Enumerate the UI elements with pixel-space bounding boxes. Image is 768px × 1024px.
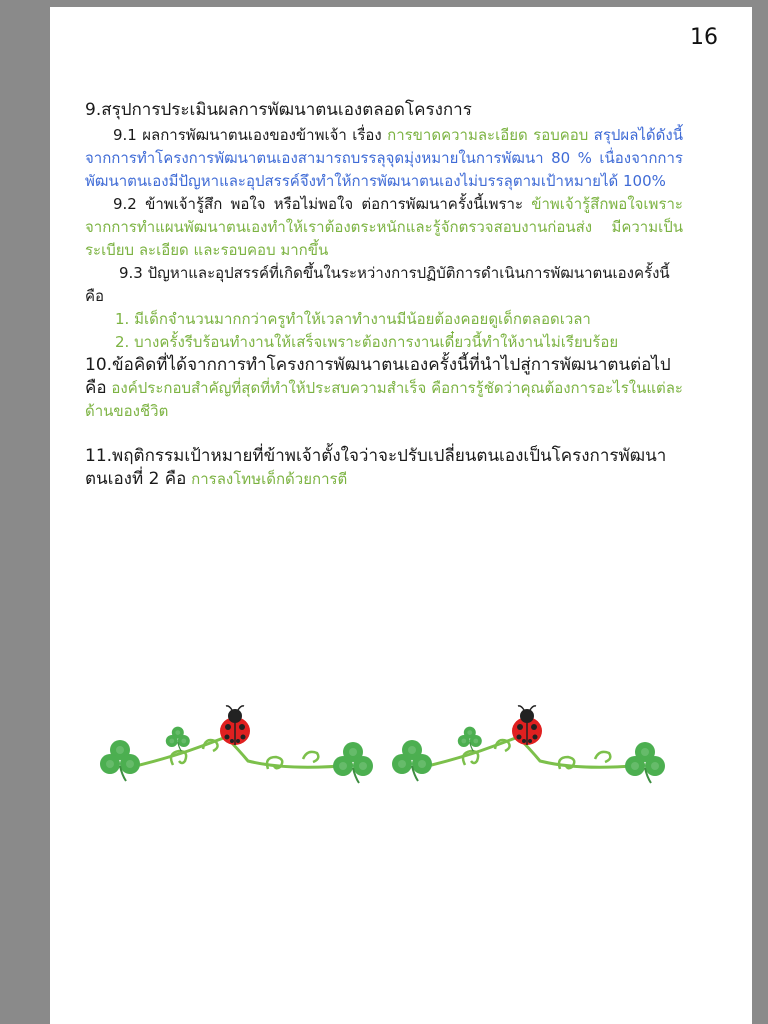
document-page [50,7,752,1024]
clover-ladybug-border [98,699,678,817]
section-9-2-body: ข้าพเจ้ารู้สึกพอใจเพราะ จากการทำแผนพัฒนาตนเองทำให้เราต้องตระหนักและรู้จักตรวจสอบงานก่อนส่ง มีความเป็นระเบียบ ละเอียด และรอบคอบ มากขึ้น [85,195,683,259]
spacer [85,423,683,445]
border-motif-left [100,706,373,783]
problem-item-1: 1. มีเด็กจำนวนมากกว่าครูทำให้เวลาทำงานมีน้อยต้องคอยดูเด็กตลอดเวลา [115,310,591,328]
section-10-body: องค์ประกอบสำคัญที่สุดที่ทำให้ประสบความสำเร็จ คือการรู้ชัดว่าคุณต้องการอะไรในแต่ละด้านของชีวิต [85,379,683,420]
problem-item-2: 2. บางครั้งรีบร้อนทำงานให้เสร็จเพราะต้องการงานเดี๋ยวนี้ทำให้งานไม่เรียบร้อย [115,333,619,351]
border-motif-right [392,706,665,783]
section-9-3 [85,262,683,308]
page-content [85,99,683,491]
section-11-body: การลงโทษเด็กด้วยการตี [186,470,348,488]
section-11-lead: 11.พฤติกรรมเป้าหมายที่ข้าพเจ้าตั้งใจว่าจะปรับเปลี่ยนตนเองเป็นโครงการพัฒนาตนเองที่ 2 คือ [85,446,667,489]
section-9-1-lead: 9.1 ผลการพัฒนาตนเองของข้าพเจ้า เรื่อง [113,126,382,144]
page-number: 16 [690,25,718,50]
section-9-2-lead: 9.2 ข้าพเจ้ารู้สึก พอใจ หรือไม่พอใจ ต่อการพัฒนาครั้งนี้เพราะ [113,195,523,213]
section-9-3-lead: 9.3 ปัญหาและอุปสรรค์ที่เกิดขึ้นในระหว่างการปฏิบัติการดำเนินการพัฒนาตนเองครั้งนี้ คือ [85,264,670,305]
section-11 [85,445,683,491]
section-10-lead: 10.ข้อคิดที่ได้จากการทำโครงการพัฒนาตนเองครั้งนี้ที่นำไปสู่การพัฒนาตนต่อไป คือ [85,355,671,398]
section-9-1-topic: การขาดความละเอียด รอบคอบ [381,126,589,144]
section-9-1-body: สรุปผลได้ดังนี้ จากการทำโครงการพัฒนาตนเองสามารถบรรลุจุดมุ่งหมายในการพัฒนา 80 % เนื่องจากการพัฒนาตนเองมีปัญหาและอุปสรรค์จึงทำให้การพัฒนาตนเองไม่บรรลุตามเป้าหมายได้ 100% [85,126,683,190]
section-10 [85,354,683,423]
section-9-heading: 9.สรุปการประเมินผลการพัฒนาตนเองตลอดโครงการ [85,100,472,120]
section-9-2 [85,193,683,262]
section-9-1 [85,124,683,193]
